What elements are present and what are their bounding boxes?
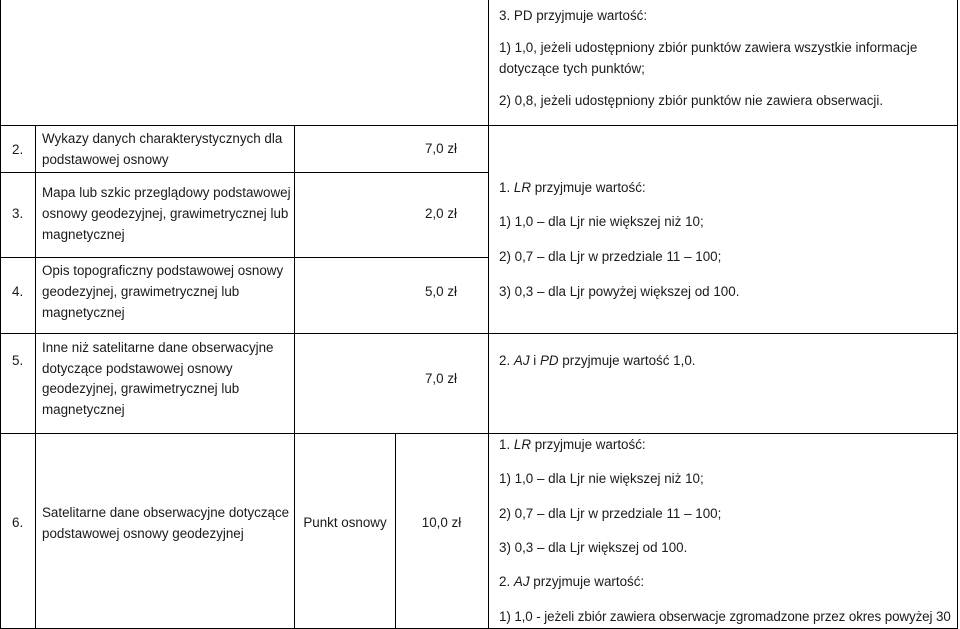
note-heading: 1. LR przyjmuje wartość:: [499, 180, 646, 195]
row-description: Mapa lub szkic przeglądowy podstawowej: [42, 185, 291, 200]
row-description: magnetycznej: [42, 305, 125, 320]
row-description: Opis topograficzny podstawowej osnowy: [42, 263, 284, 278]
note-line: 3) 0,3 – dla Ljr powyżej większej od 100.: [499, 284, 740, 299]
row-description: podstawowej osnowy: [42, 152, 169, 167]
row-price: 2,0 zł: [424, 206, 457, 221]
note-line: 1) 1,0 - jeżeli zbiór zawiera obserwacje zgromadzone przez okres powyżej 30: [499, 609, 951, 624]
table-border: [957, 0, 958, 629]
row-description: Wykazy danych charakterystycznych dla: [42, 131, 283, 146]
note-line: 2) 0,7 – dla Ljr w przedziale 11 – 100;: [499, 506, 722, 521]
note-line: 3) 0,3 – dla Ljr większej od 100.: [499, 540, 688, 555]
note-heading: 1. LR przyjmuje wartość:: [499, 437, 646, 452]
row-price: 10,0 zł: [421, 515, 462, 530]
row-description: dotyczące podstawowej osnowy: [42, 361, 233, 376]
table-border: [35, 125, 36, 629]
row-description: magnetycznej: [42, 227, 125, 242]
row-description: podstawowej osnowy geodezyjnej: [42, 526, 244, 541]
table-border: [0, 433, 958, 434]
table-border: [294, 125, 295, 629]
table-border: [0, 333, 958, 334]
note-heading: 2. AJ przyjmuje wartość:: [499, 574, 645, 589]
row-number: 6.: [12, 515, 24, 530]
row-number: 4.: [12, 284, 24, 299]
note-line: 2. AJ i PD przyjmuje wartość 1,0.: [499, 353, 696, 368]
row-description: geodezyjnej, grawimetrycznej lub: [42, 381, 240, 396]
table-border: [488, 0, 489, 629]
row-description: osnowy geodezyjnej, grawimetrycznej lub: [42, 206, 289, 221]
note-line: 1) 1,0 – dla Ljr nie większej niż 10;: [499, 214, 704, 229]
row-price: 7,0 zł: [424, 371, 457, 386]
row-description: magnetycznej: [42, 402, 125, 417]
table-border: [0, 0, 1, 629]
note-line: 1) 1,0, jeżeli udostępniony zbiór punktów zawiera wszystkie informacje: [499, 40, 918, 55]
note-line: 2) 0,8, jeżeli udostępniony zbiór punktów nie zawiera obserwacji.: [499, 93, 884, 108]
table-border: [0, 172, 489, 173]
table-border: [0, 257, 489, 258]
table-border: [0, 125, 958, 126]
row-description: Inne niż satelitarne dane obserwacyjne: [42, 340, 274, 355]
note-line: 1) 1,0 – dla Ljr nie większej niż 10;: [499, 471, 704, 486]
row-description: geodezyjnej, grawimetrycznej lub: [42, 284, 240, 299]
row-price: 7,0 zł: [424, 141, 457, 156]
row-price: 5,0 zł: [424, 284, 457, 299]
note-line: 2) 0,7 – dla Ljr w przedziale 11 – 100;: [499, 249, 722, 264]
row-number: 2.: [12, 142, 24, 157]
note-heading: 3. PD przyjmuje wartość:: [499, 8, 648, 23]
row-description: Satelitarne dane obserwacyjne dotyczące: [42, 505, 290, 520]
note-line: dotyczące tych punktów;: [499, 61, 645, 76]
row-unit: Punkt osnowy: [303, 515, 387, 530]
row-number: 5.: [12, 353, 24, 368]
row-number: 3.: [12, 206, 24, 221]
